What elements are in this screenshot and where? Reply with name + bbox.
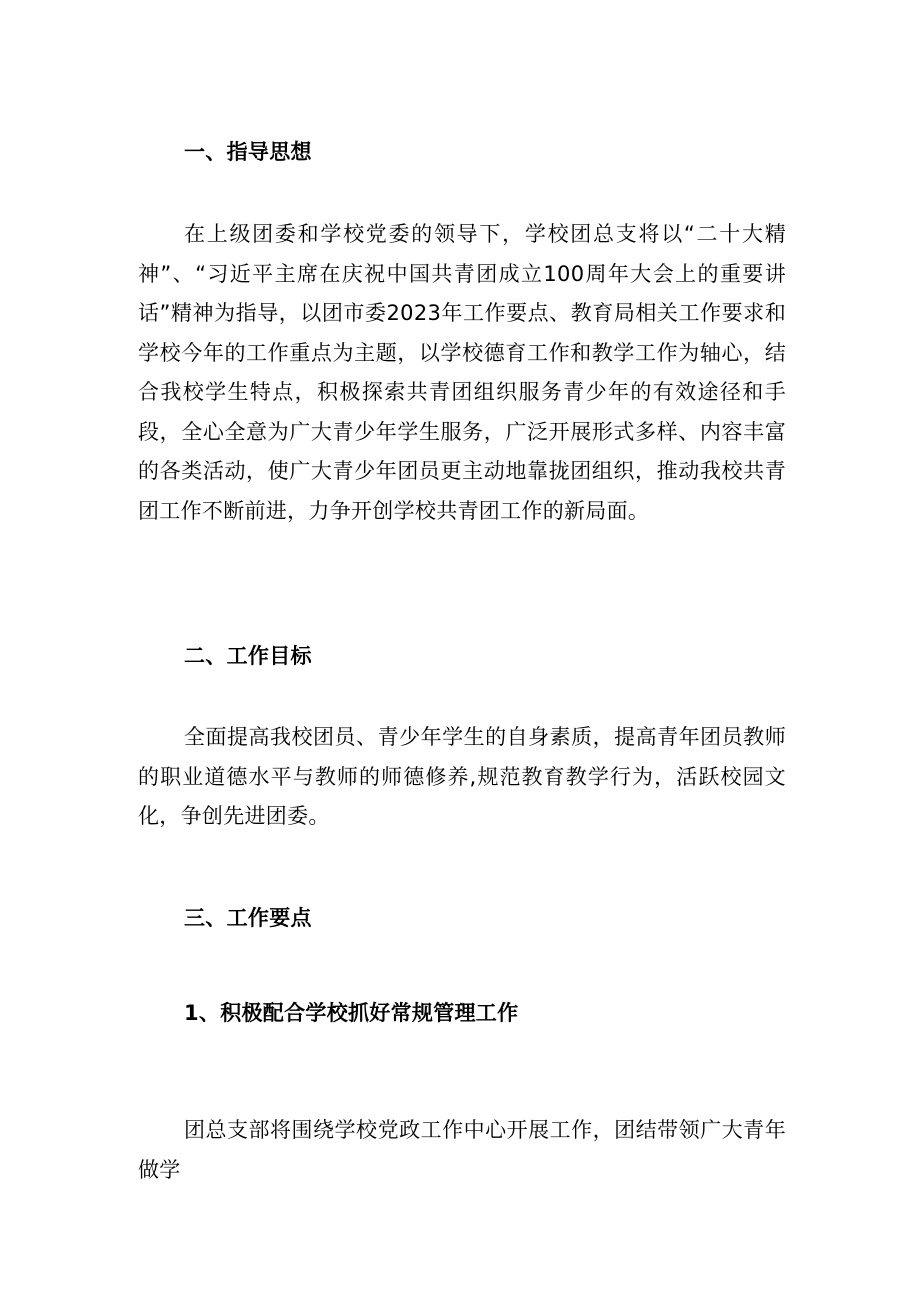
paragraph-routine-management: 团总支部将围绕学校党政工作中心开展工作，团结带领广大青年做学 [138, 1118, 786, 1182]
section-heading-work-points: 三、工作要点 [184, 906, 312, 930]
section-heading-guiding-ideology: 一、指导思想 [184, 140, 312, 164]
paragraph-guiding-ideology: 在上级团委和学校党委的领导下，学校团总支将以“二十大精神”、“习近平主席在庆祝中国共青团成立100周年大会上的重要讲话”精神为指导，以团市委2023年工作要点、教育局相关工作要求和学校今年的工作重点为主题，以学校德育工作和教学工作为轴心，结合我校学生特点，积极探索共青团组织服务青少年的有效途径和手段，全心全意为广大青少年学生服务，广泛开展形式多样、内容丰富的各类活动，使广大青少年团员更主动地靠拢团组织，推动我校共青团工作不断前进，力争开创学校共青团工作的新局面。 [138, 222, 786, 523]
subheading-routine-management: 1、积极配合学校抓好常规管理工作 [184, 1001, 519, 1025]
paragraph-work-goals: 全面提高我校团员、青少年学生的自身素质，提高青年团员教师的职业道德水平与教师的师德修养,规范教育教学行为，活跃校园文化，争创先进团委。 [138, 725, 786, 828]
section-heading-work-goals: 二、工作目标 [184, 644, 312, 668]
